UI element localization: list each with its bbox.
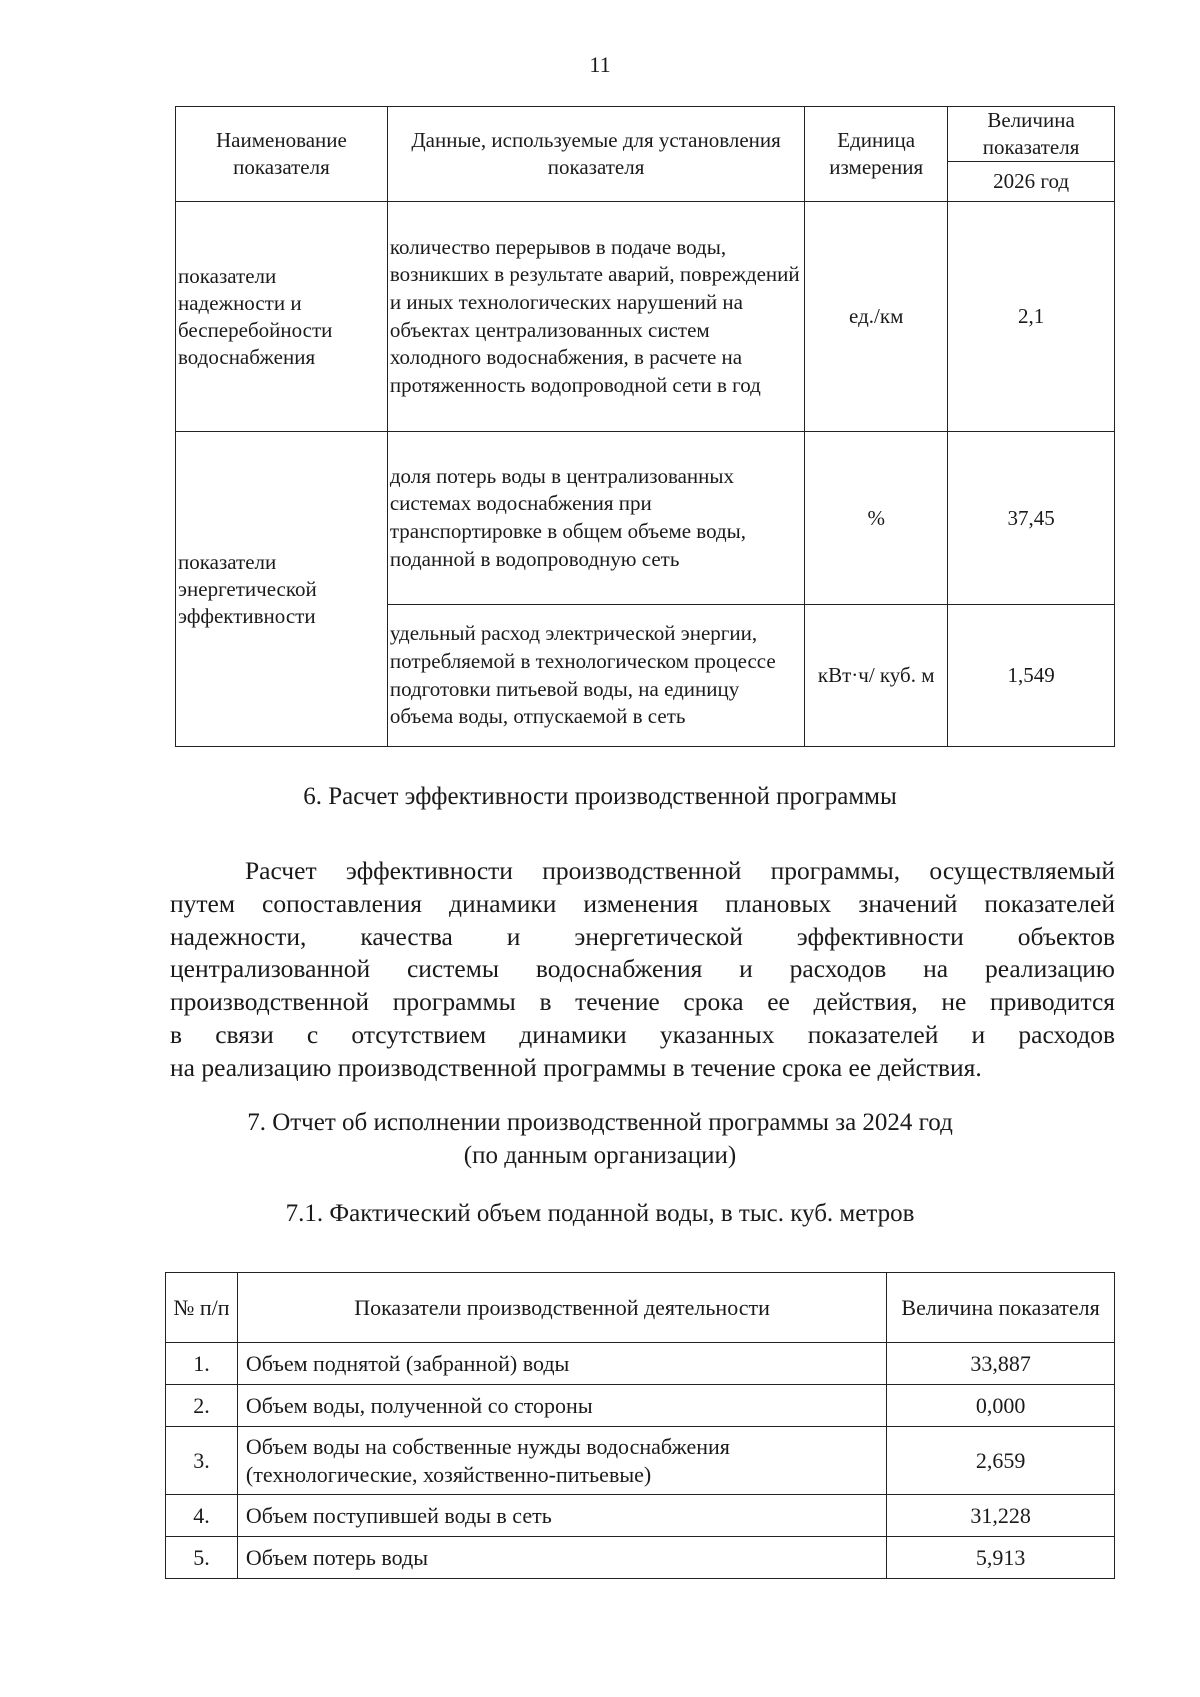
header-year: 2026 год <box>948 162 1115 202</box>
header-num: № п/п <box>166 1273 238 1343</box>
row-unit: ед./км <box>805 202 948 432</box>
section-6-title: 6. Расчет эффективности производственной программы <box>303 783 897 810</box>
row-value: 0,000 <box>887 1385 1115 1427</box>
group-name: показатели энергетической эффективности <box>176 432 388 747</box>
section-7-title: 7. Отчет об исполнении производственной программы за 2024 год <box>247 1109 953 1136</box>
header-indicator: Показатели производственной деятельности <box>237 1273 886 1343</box>
paragraph-line: централизованной системы водоснабжения и расходов на реализацию <box>170 954 1115 984</box>
row-value: 5,913 <box>887 1537 1115 1579</box>
row-indicator: Объем потерь воды <box>237 1537 886 1579</box>
row-value: 2,659 <box>887 1427 1115 1495</box>
row-indicator: Объем воды, полученной со стороны <box>237 1385 886 1427</box>
row-indicator: Объем поднятой (забранной) воды <box>237 1343 886 1385</box>
row-num: 1. <box>166 1343 238 1385</box>
header-unit: Единица измерения <box>805 107 948 202</box>
row-num: 3. <box>166 1427 238 1495</box>
header-value: Величина показателя <box>887 1273 1115 1343</box>
row-description: удельный расход электрической энергии, потребляемой в технологическом процессе подготовки питьевой воды, на единицу объема воды, отпускаемой в сеть <box>387 605 804 747</box>
paragraph-line: надежности, качества и энергетической эффективности объектов <box>170 921 1115 951</box>
row-value: 2,1 <box>948 202 1115 432</box>
indicators-table <box>175 106 1115 747</box>
header-value: Величина показателя <box>948 107 1115 162</box>
row-unit: % <box>805 432 948 605</box>
row-indicator: Объем воды на собственные нужды водоснабжения (технологические, хозяйственно-питьевые) <box>237 1427 886 1495</box>
row-num: 4. <box>166 1495 238 1537</box>
row-value: 31,228 <box>887 1495 1115 1537</box>
group-name: показатели надежности и бесперебойности водоснабжения <box>176 202 388 432</box>
section-7-subtitle: (по данным организации) <box>463 1142 737 1169</box>
paragraph-line: на реализацию производственной программы в течение срока ее действия. <box>170 1052 982 1082</box>
paragraph-line: Расчет эффективности производственной программы, осуществляемый <box>245 856 1115 885</box>
water-volume-table <box>165 1272 1115 1579</box>
section-6-paragraph <box>170 855 1115 1085</box>
header-name: Наименование показателя <box>176 107 388 202</box>
paragraph-line: производственной программы в течение срока ее действия, не приводится <box>170 987 1115 1017</box>
row-description: доля потерь воды в централизованных системах водоснабжения при транспортировке в общем объеме воды, поданной в водопроводную сеть <box>387 432 804 605</box>
page-number: 11 <box>589 52 611 77</box>
row-unit: кВт·ч/ куб. м <box>805 605 948 747</box>
header-data: Данные, используемые для установления показателя <box>387 107 804 202</box>
paragraph-line: в связи с отсутствием динамики указанных показателей и расходов <box>170 1019 1115 1049</box>
row-num: 2. <box>166 1385 238 1427</box>
row-num: 5. <box>166 1537 238 1579</box>
row-value: 33,887 <box>887 1343 1115 1385</box>
section-7-1-title: 7.1. Фактический объем поданной воды, в тыс. куб. метров <box>285 1200 915 1227</box>
row-value: 37,45 <box>948 432 1115 605</box>
row-description: количество перерывов в подаче воды, возникших в результате аварий, повреждений и иных технологических нарушений на объектах централизованных систем холодного водоснабжения, в расчете на протяженность водопроводной сети в год <box>387 202 804 432</box>
paragraph-line: путем сопоставления динамики изменения плановых значений показателей <box>170 888 1115 918</box>
row-indicator: Объем поступившей воды в сеть <box>237 1495 886 1537</box>
row-value: 1,549 <box>948 605 1115 747</box>
